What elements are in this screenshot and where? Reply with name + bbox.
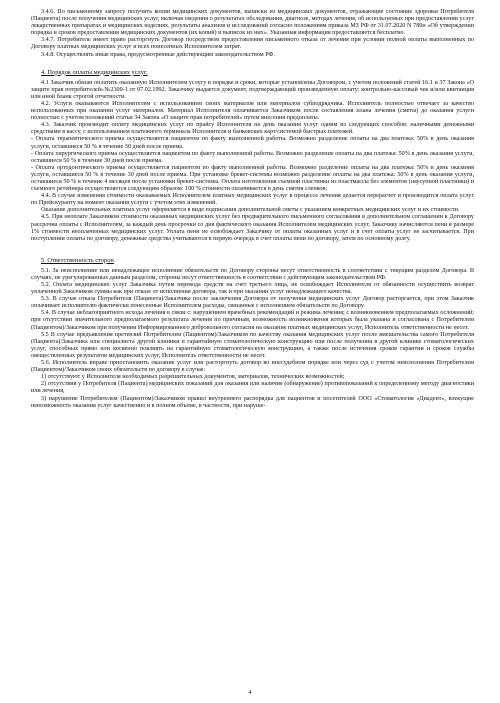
- paragraph-5-6-2: 2) отсутствия у Потребителя (Пациента) медицинских показаний для оказания или наличие (обнаружение) противопоказаний к определенному методу диагностики или лечения,: [31, 381, 474, 395]
- document-body: [31, 9, 474, 410]
- page-number: 4: [248, 689, 252, 696]
- paragraph-5-5: 5.5 В случае предъявления претензий Потребителем (Пациентом)/Заказчиком по качеству оказания медицинских услуг после вмешательства самого Потребителя (Пациента)/Заказчика или специалиста другой клиники в гарантийную стоматологическую конструкцию или после получения в другой клинике стоматологических услуг, способных прямо или косвенно повлиять на гарантийную стоматологическую конструкцию, а также после истечения сроков гарантии и сроков службы овеществленных результатов медицинских услуг, Исполнитель ответственности не несет.: [31, 331, 474, 359]
- paragraph-4-2: 4.2. Услуги оказываются Исполнителем с использованием своих материалов или материалов субподрядчика. Исполнитель полностью отвечает за качество использованных при оказании услуг материалов. Материал Исполнителя оплачивается Заказчиком после составления плана лечения (сметы) до оказания услуги полностью с учетом положений статьи 34 Закона «О защите прав потребителей» путем внесения предоплаты.: [31, 100, 474, 122]
- paragraph-5-2: 5.2. Оплата медицинских услуг Заказчика путем перевода средств на счет третьего лица, не освобождает Исполнителя от обязанности осуществить возврат уплаченной Заказчиком суммы как при отказе от исполнения договора, так и при оказании услуг ненадлежащего качества.: [31, 282, 474, 296]
- paragraph-5-6-3: 3) нарушение Потребителем (Пациентом)/Заказчиком правил внутреннего распорядка для пациентов и посетителей ООО «Стоматология «Диадент», влекущие невозможность оказания услуг качественно и в полном объеме, в частности, при наруше-: [31, 395, 474, 409]
- paragraph-4-3-therapy: - Оплата терапевтического приема осуществляется пациентом по факту выполненной работы. Возможно разделение оплаты на два платежа: 50% в день оказания услуги, оставшиеся 50 % в течение 30 дней после приема.: [31, 136, 474, 150]
- paragraph-5-3: 5.3. В случае отказа Потребителя (Пациента)/Заказчика после заключения Договора от получения медицинских услуг Договор расторгается, при этом Заказчик оплачивает исполнителю фактически понесенные Исполнителем расходы, связанные с исполнением обязательств по Договору.: [31, 296, 474, 310]
- paragraph-3-4-6: 3.4.6. По письменному запросу получить копии медицинских документов, выписки из медицинских документов, отражающие состояние здоровья Потребителя (Пациента) после получения медицинских услуг, включая сведения о результатах обследования, диагнозе, методах лечения, об используемых при предоставлении услуг лекарственных препаратах и медицинских изделиях, результаты анализов и исследований согласно положениям приказа МЗ РФ от 31.07.2020 N 789н «Об утверждении порядка и сроков предоставления медицинских документов (их копий) и выписок из них». Указанная информация предоставляется бесплатно.: [31, 9, 474, 37]
- paragraph-3-4-7: 3.4.7. Потребитель имеет право расторгнуть Договор посредством предоставления письменного отказа от лечения при условии полной оплаты выполненных по Договору платных медицинских услуг и всех понесенных Исполнителем затрат.: [31, 37, 474, 51]
- section-4-heading: 4. Порядок оплаты медицинских услуг.: [41, 68, 148, 76]
- paragraph-4-3: 4.3. Заказчик производит оплату медицинских услуг по прайсу Исполнителя на день оказания услуг одним из следующих способов: наличными денежными средствами в кассу, с использованием платежного терминала Исполнителя и банковских карт/системой быстрых платежей.: [31, 122, 474, 136]
- paragraph-5-6-1: 1) отсутствуют у Исполнителя необходимых разрешительных документов, материалов, технических возможностей;: [41, 374, 345, 381]
- paragraph-4-1: 4.1 Заказчик обязан оплатить оказанную Исполнителем услугу в порядке и сроки, которые установлены Договором, с учетом положений статей 16.1 и 37 Закона «О защите прав потребителей»№2300-1 от 07.02.1992. Заказчику выдается документ, подтверждающий произведенную оплату: контрольно-кассовый чек и/или квитанция или иной бланк строгой отчетности.: [31, 79, 474, 100]
- paragraph-4-4: 4.4. В случае изменения стоимости оказываемых Исполнителем платных медицинских услуг в процессе лечения делается перерасчет и производится оплата услуг по Прейскуранту на момент оказания услуги с учетом этих изменений.: [31, 193, 474, 207]
- section-5-heading: 5. Ответственность сторон: [41, 256, 114, 264]
- paragraph-5-6: 5.6. Исполнитель вправе приостановить оказание услуг или расторгнуть договор во внесудебном порядке или через суд с учетом неисполнения Потребителем (Пациентом)/Заказчиком своих обязательств по договору в случае:: [31, 360, 474, 374]
- paragraph-4-4-additional: Оказание дополнительных платных услуг оформляется в виде подписания дополнительной сметы с указанием конкретных медицинских услуг и их стоимости.: [41, 207, 460, 214]
- paragraph-5-1: 5.1. За неисполнение или ненадлежащее исполнение обязательств по Договору стороны несут ответственность в соответствии с текущим разделом Договора. В случаях, не урегулированных данным разделом, стороны несут ответственность в соответствии с действующим законодательством РФ.: [31, 267, 474, 281]
- paragraph-5-4: 5.4. В случае неблагоприятного исхода лечения в связи с: нарушением врачебных рекомендаций и режима лечения; с возникновением предполагаемых осложнений; при отсутствии значительного предполагаемого результата лечения по причинам, возможность возникновения которых была указана и согласована с Потребителем (Пациентом)/Заказчиком при получении Информированного добровольного согласия на оказание платных медицинских услуг, Исполнитель ответственности не несет.: [31, 310, 474, 331]
- paragraph-3-4-8: 3.4.8. Осуществлять иные права, предусмотренные действующим законодательством РФ.: [41, 51, 275, 58]
- paragraph-4-3-surgery: - Оплата хирургического приема осуществляется пациентом по факту выполненной работы. Возможно разделение оплаты на два платежа: 50% в день оказания услуги, оставшиеся 50 % в течение 30 дней после приема.: [31, 150, 474, 164]
- paragraph-4-5: 4.5. При неоплате Заказчиком стоимости оказанных медицинских услуг без предварительного письменного согласования в дополнительном соглашении к Договору рассрочки оплаты с Исполнителем, за каждый день просрочки со дня фактического оказания Исполнителем медицинских услуг, Заказчику начисляются пени в размере 1% стоимости неоплаченных медицинских услуг. Уплата пени не освобождает Заказчику от оплаты оказанных услуг и в счет оплаты услуг не засчитывается. При поступлении оплаты по договору, денежные средства учитываются в первую очередь в счет оплаты пени по договору, затем по основному долгу.: [31, 214, 474, 242]
- paragraph-4-3-orthodontics: - Оплата ортодонтического приема осуществляется пациентом по факту выполненной работы. Возможно разделение оплаты на два платежа: 50% в день оказания услуги, оставшиеся 50 % в течение 30 дней после приема. При установке брекет-системы возможно разделение оплаты на два платежа: 50% в день оказания услуги, оставшиеся 50 % в течение 4 месяцев после установки брекет-системы. Оплата изготовления съемной пластинки из пластмассы без элементов (наусупной пластинки) и съемного ретейнера осуществляется следующим образом: 100 % стоимости оплачивается в день снятия слепков;: [31, 164, 474, 193]
